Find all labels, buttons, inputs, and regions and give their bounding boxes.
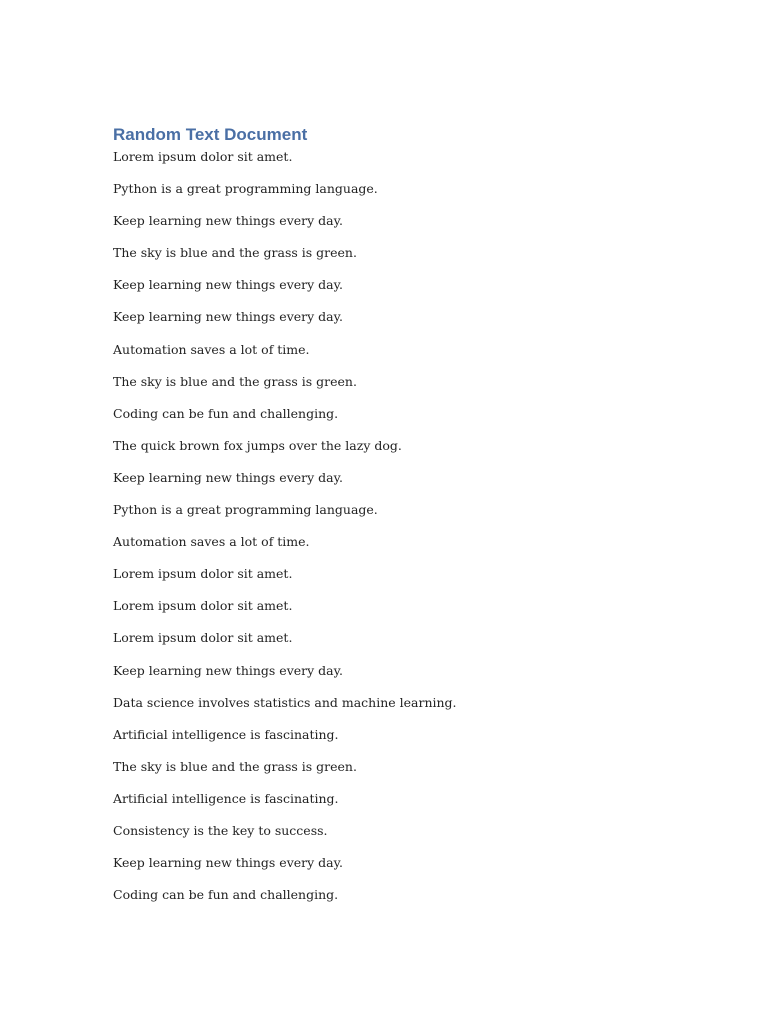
paragraph: Coding can be fun and challenging. bbox=[113, 887, 339, 903]
paragraph-list bbox=[113, 146, 673, 916]
paragraph: Artificial intelligence is fascinating. bbox=[113, 726, 339, 742]
paragraph: Keep learning new things every day. bbox=[113, 277, 343, 293]
paragraph: Python is a great programming language. bbox=[113, 502, 378, 518]
document-title: Random Text Document bbox=[113, 125, 308, 144]
paragraph: Lorem ipsum dolor sit amet. bbox=[113, 566, 293, 582]
paragraph: Keep learning new things every day. bbox=[113, 213, 343, 229]
paragraph: Data science involves statistics and machine learning. bbox=[113, 694, 457, 710]
paragraph: Artificial intelligence is fascinating. bbox=[113, 790, 339, 806]
paragraph: Keep learning new things every day. bbox=[113, 469, 343, 485]
paragraph: Keep learning new things every day. bbox=[113, 855, 343, 871]
paragraph: The sky is blue and the grass is green. bbox=[113, 373, 357, 389]
paragraph: The quick brown fox jumps over the lazy dog. bbox=[113, 437, 402, 453]
paragraph: Keep learning new things every day. bbox=[113, 309, 343, 325]
paragraph: Coding can be fun and challenging. bbox=[113, 405, 339, 421]
paragraph: Keep learning new things every day. bbox=[113, 662, 343, 678]
paragraph: Python is a great programming language. bbox=[113, 181, 378, 197]
paragraph: The sky is blue and the grass is green. bbox=[113, 758, 357, 774]
paragraph: Automation saves a lot of time. bbox=[113, 534, 310, 550]
paragraph: Lorem ipsum dolor sit amet. bbox=[113, 598, 293, 614]
document-body bbox=[113, 124, 673, 916]
paragraph: Lorem ipsum dolor sit amet. bbox=[113, 149, 293, 164]
paragraph: The sky is blue and the grass is green. bbox=[113, 245, 357, 261]
paragraph: Lorem ipsum dolor sit amet. bbox=[113, 630, 293, 646]
paragraph: Consistency is the key to success. bbox=[113, 822, 328, 838]
paragraph: Automation saves a lot of time. bbox=[113, 341, 310, 357]
